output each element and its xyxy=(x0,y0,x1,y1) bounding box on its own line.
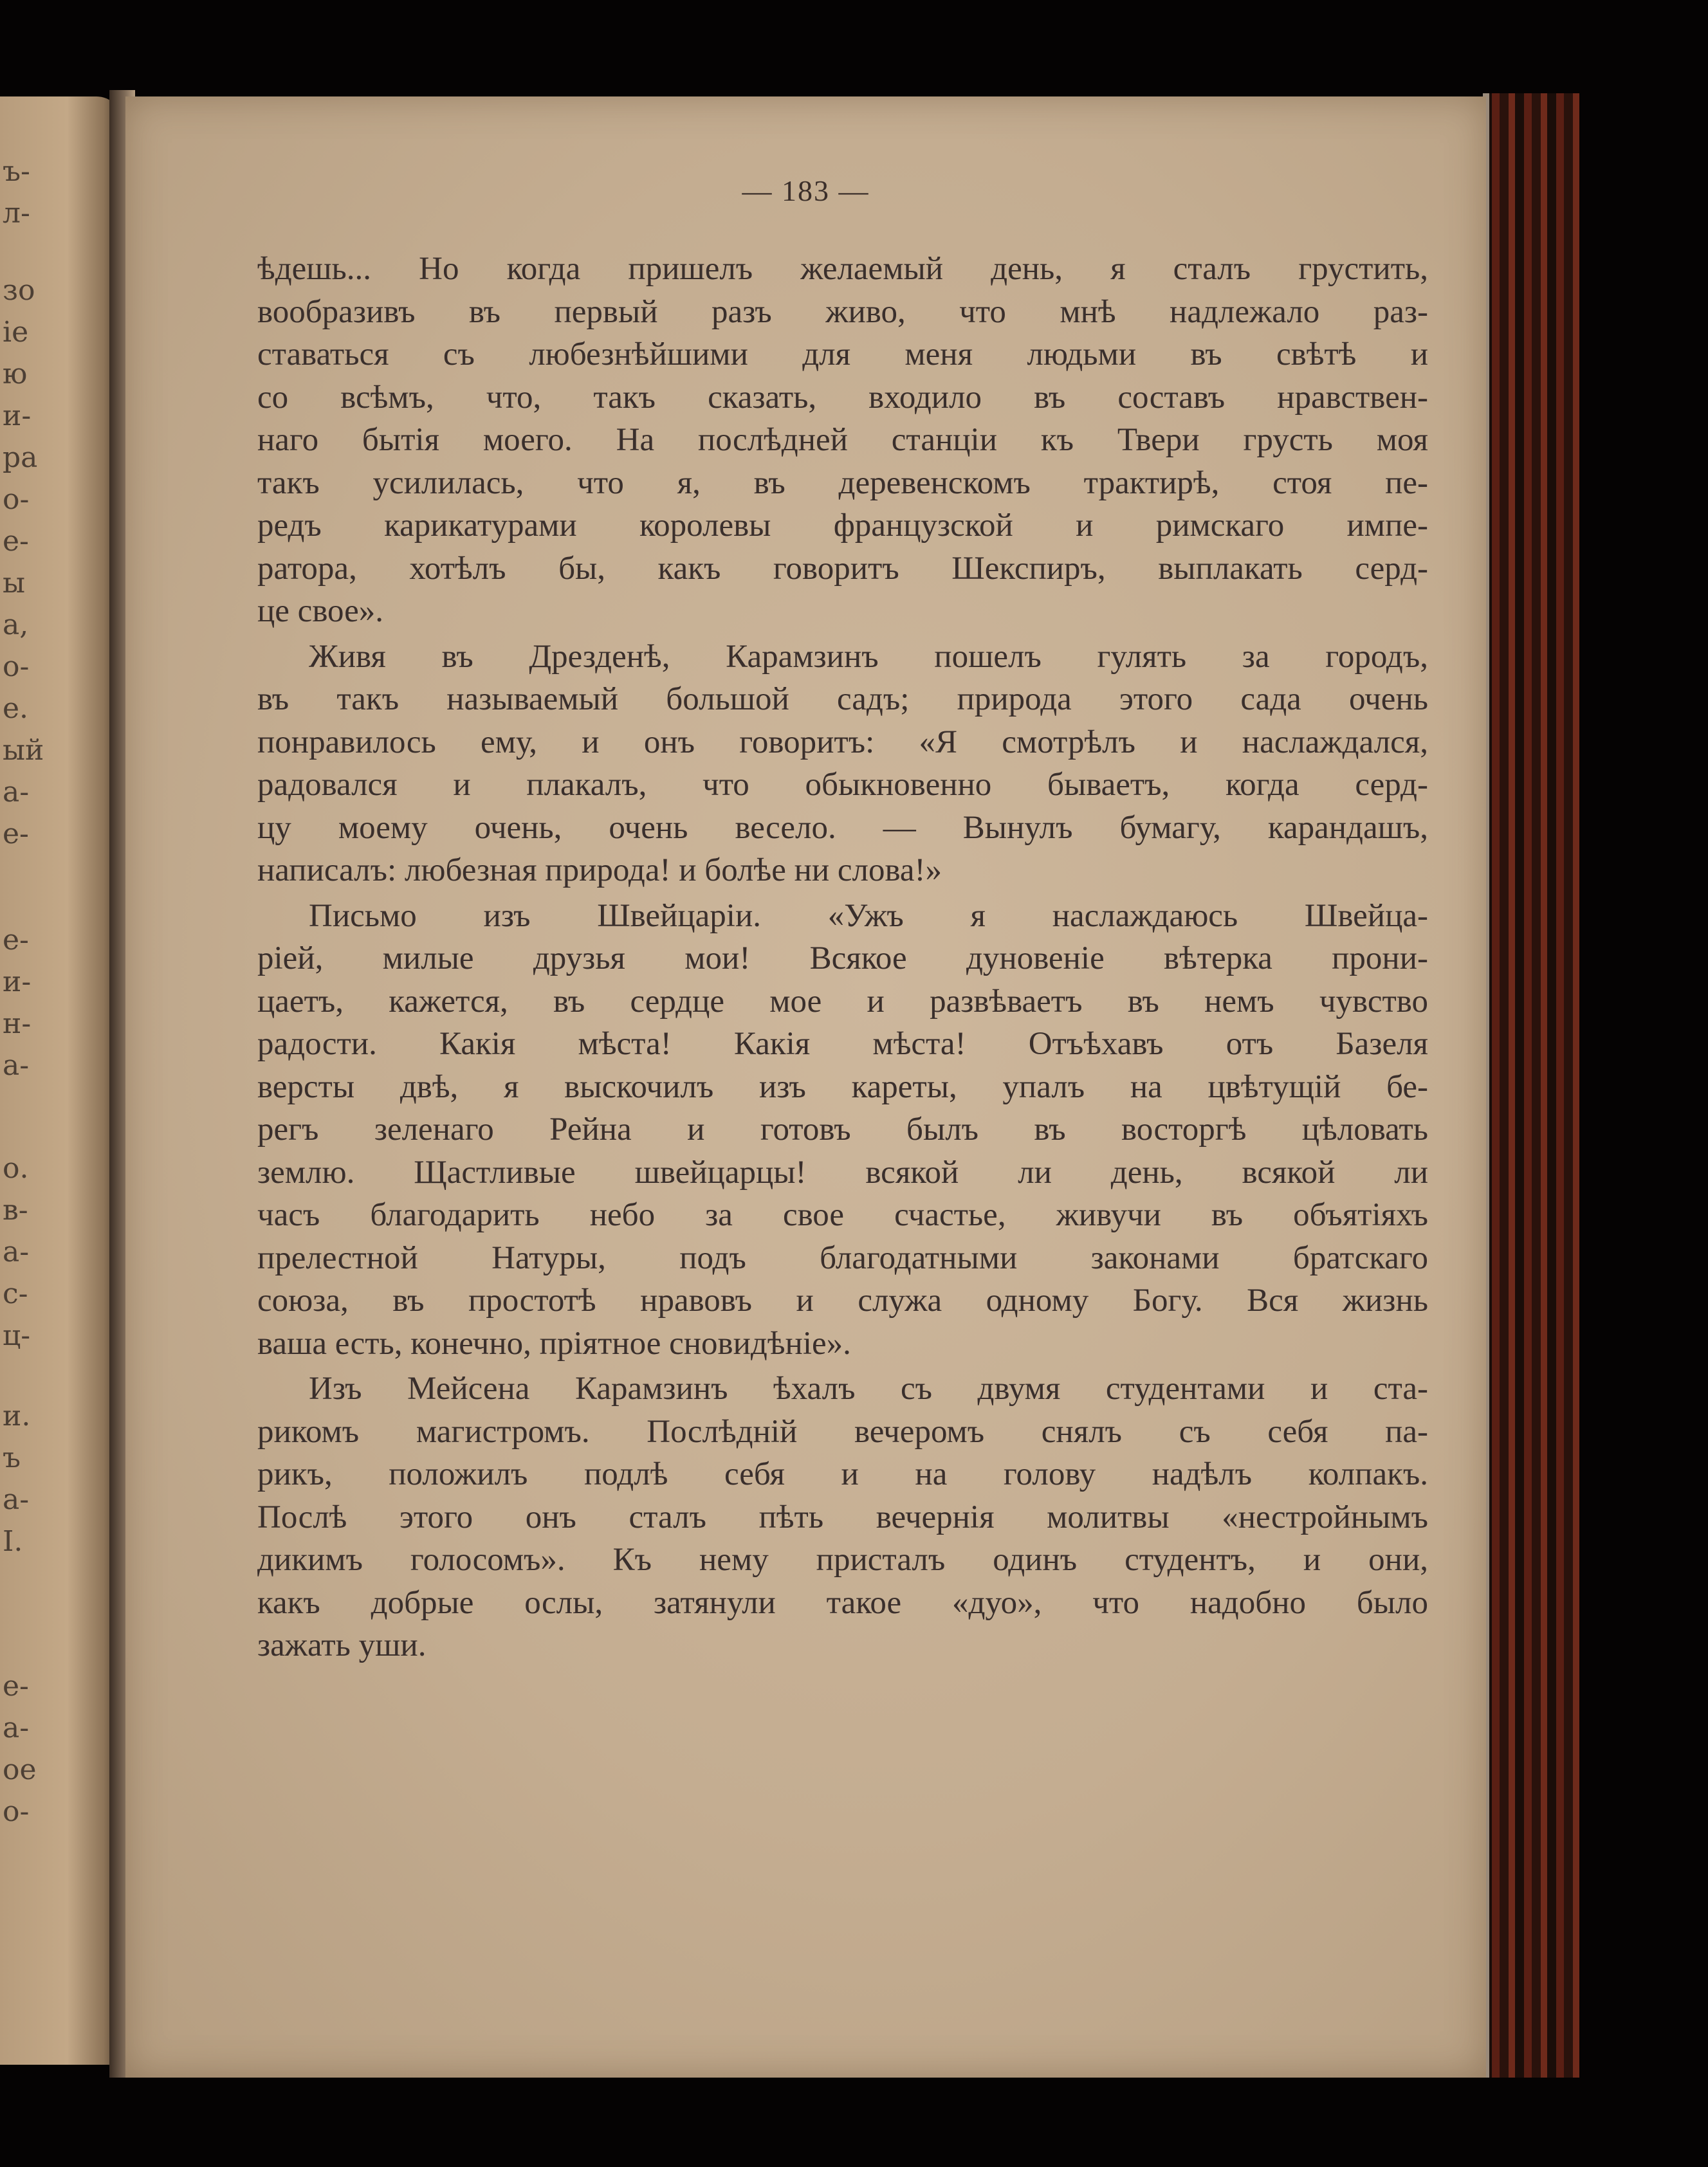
previous-page-text-fragment: н- xyxy=(3,1007,32,1040)
previous-page-text-fragment: е- xyxy=(3,1670,29,1703)
previous-page-text-fragment: а- xyxy=(3,1712,30,1744)
previous-page-text-fragment: а, xyxy=(3,608,29,641)
previous-page-text-fragment: а- xyxy=(3,1483,30,1516)
text-line: цу моему очень, очень весело. — Вынулъ бумагу, карандашъ, xyxy=(257,809,1428,846)
previous-page-text-fragment: ъ- xyxy=(3,155,30,188)
text-line: прелестной Натуры, подъ благодатными законами братскаго xyxy=(257,1239,1428,1276)
text-line: въ такъ называемый большой садъ; природа этого сада очень xyxy=(257,681,1428,717)
previous-page-text-fragment: о- xyxy=(3,483,30,516)
text-line: Живя въ Дрезденѣ, Карамзинъ пошелъ гулять за городъ, xyxy=(309,638,1428,675)
previous-page-text-fragment: ю xyxy=(3,358,28,390)
text-line: це свое». xyxy=(257,593,384,629)
previous-page-text-fragment: и. xyxy=(3,1400,31,1432)
previous-page-text-fragment: ы xyxy=(3,567,26,599)
text-line: вообразивъ въ первый разъ живо, что мнѣ надлежало раз- xyxy=(257,293,1428,330)
previous-page-text-fragment: о. xyxy=(3,1152,29,1185)
text-line: ваша есть, конечно, пріятное сновидѣніе». xyxy=(257,1325,851,1362)
previous-page-text-fragment: ый xyxy=(3,734,44,767)
previous-page-text-fragment: е- xyxy=(3,924,29,956)
book-edge xyxy=(1483,93,1579,2078)
previous-page-text-fragment: л- xyxy=(3,197,30,230)
previous-page-text-fragment: ъ xyxy=(3,1441,21,1474)
text-line: со всѣмъ, что, такъ сказать, входило въ составъ нравствен- xyxy=(257,379,1428,416)
text-line: Изъ Мейсена Карамзинъ ѣхалъ съ двумя студентами и ста- xyxy=(309,1371,1428,1407)
previous-page-text-fragment: I. xyxy=(3,1525,23,1558)
text-line: часъ благодарить небо за свое счастье, живучи въ объятіяхъ xyxy=(257,1197,1428,1233)
text-line: рикъ, положилъ подлѣ себя и на голову надѣлъ колпакъ. xyxy=(257,1456,1428,1492)
previous-page-text-fragment: е- xyxy=(3,818,29,850)
previous-page-text-fragment: с- xyxy=(3,1277,28,1310)
page-number: — 183 — xyxy=(742,174,870,207)
previous-page-edge xyxy=(0,96,122,2065)
previous-page-text-fragment: и- xyxy=(3,965,32,998)
previous-page-text-fragment: а- xyxy=(3,1049,30,1082)
text-line: радовался и плакалъ, что обыкновенно бываетъ, когда серд- xyxy=(257,767,1428,803)
text-line: версты двѣ, я выскочилъ изъ кареты, упалъ на цвѣтущій бе- xyxy=(257,1068,1428,1105)
text-line: цаетъ, кажется, въ сердце мое и развѣваетъ въ немъ чувство xyxy=(257,983,1428,1019)
text-line: союза, въ простотѣ нравовъ и служа одному Богу. Вся жизнь xyxy=(257,1283,1428,1319)
text-line: землю. Щастливые швейцарцы! всякой ли день, всякой ли xyxy=(257,1154,1428,1191)
text-line: написалъ: любезная природа! и болѣе ни слова!» xyxy=(257,852,942,888)
previous-page-text-fragment: ц- xyxy=(3,1319,31,1352)
text-line: Письмо изъ Швейцаріи. «Ужъ я наслаждаюсь Швейца- xyxy=(309,897,1428,934)
text-line: такъ усилилась, что я, въ деревенскомъ трактирѣ, стоя пе- xyxy=(257,464,1428,501)
text-line: ріей, милые друзья мои! Всякое дуновеніе вѣтерка прони- xyxy=(257,940,1428,976)
text-line: рикомъ магистромъ. Послѣдній вечеромъ снялъ съ себя па- xyxy=(257,1413,1428,1450)
previous-page-text-fragment: а- xyxy=(3,776,30,809)
previous-page-text-fragment: о- xyxy=(3,650,30,683)
text-line: дикимъ голосомъ». Къ нему присталъ одинъ студентъ, и они, xyxy=(257,1542,1428,1578)
text-line: Послѣ этого онъ сталъ пѣть вечернія молитвы «нестройнымъ xyxy=(257,1499,1428,1535)
text-line: зажать уши. xyxy=(257,1627,427,1663)
text-line: ѣдешь... Но когда пришелъ желаемый день, я сталъ грустить, xyxy=(257,251,1428,287)
previous-page-text-fragment: ра xyxy=(3,441,38,474)
previous-page-text-fragment: зо xyxy=(3,274,35,307)
previous-page-text-fragment: и- xyxy=(3,399,32,432)
previous-page-text-fragment: в- xyxy=(3,1194,28,1227)
text-line: радости. Какія мѣста! Какія мѣста! Отъѣхавъ отъ Базеля xyxy=(257,1026,1428,1062)
previous-page-text-fragment: а- xyxy=(3,1236,30,1268)
previous-page-text-fragment: о- xyxy=(3,1795,30,1828)
text-line: ставаться съ любезнѣйшими для меня людьми въ свѣтѣ и xyxy=(257,336,1428,372)
text-line: понравилось ему, и онъ говоритъ: «Я смотрѣлъ и наслаждался, xyxy=(257,724,1428,760)
text-line: наго бытія моего. На послѣдней станціи къ Твери грусть моя xyxy=(257,422,1428,458)
text-line: редъ карикатурами королевы французской и римскаго импе- xyxy=(257,507,1428,544)
text-line: какъ добрые ослы, затянули такое «дуо», что надобно было xyxy=(257,1584,1428,1621)
previous-page-text-fragment: ie xyxy=(3,316,29,349)
text-line: ратора, хотѣлъ бы, какъ говоритъ Шекспиръ, выплакать серд- xyxy=(257,550,1428,587)
text-line: регъ зеленаго Рейна и готовъ былъ въ восторгѣ цѣловать xyxy=(257,1111,1428,1148)
book-page xyxy=(125,96,1486,2078)
previous-page-text-fragment: е. xyxy=(3,692,29,725)
page-body-text xyxy=(257,248,1428,1667)
previous-page-text-fragment: ое xyxy=(3,1753,37,1786)
previous-page-text-fragment: е- xyxy=(3,525,29,558)
